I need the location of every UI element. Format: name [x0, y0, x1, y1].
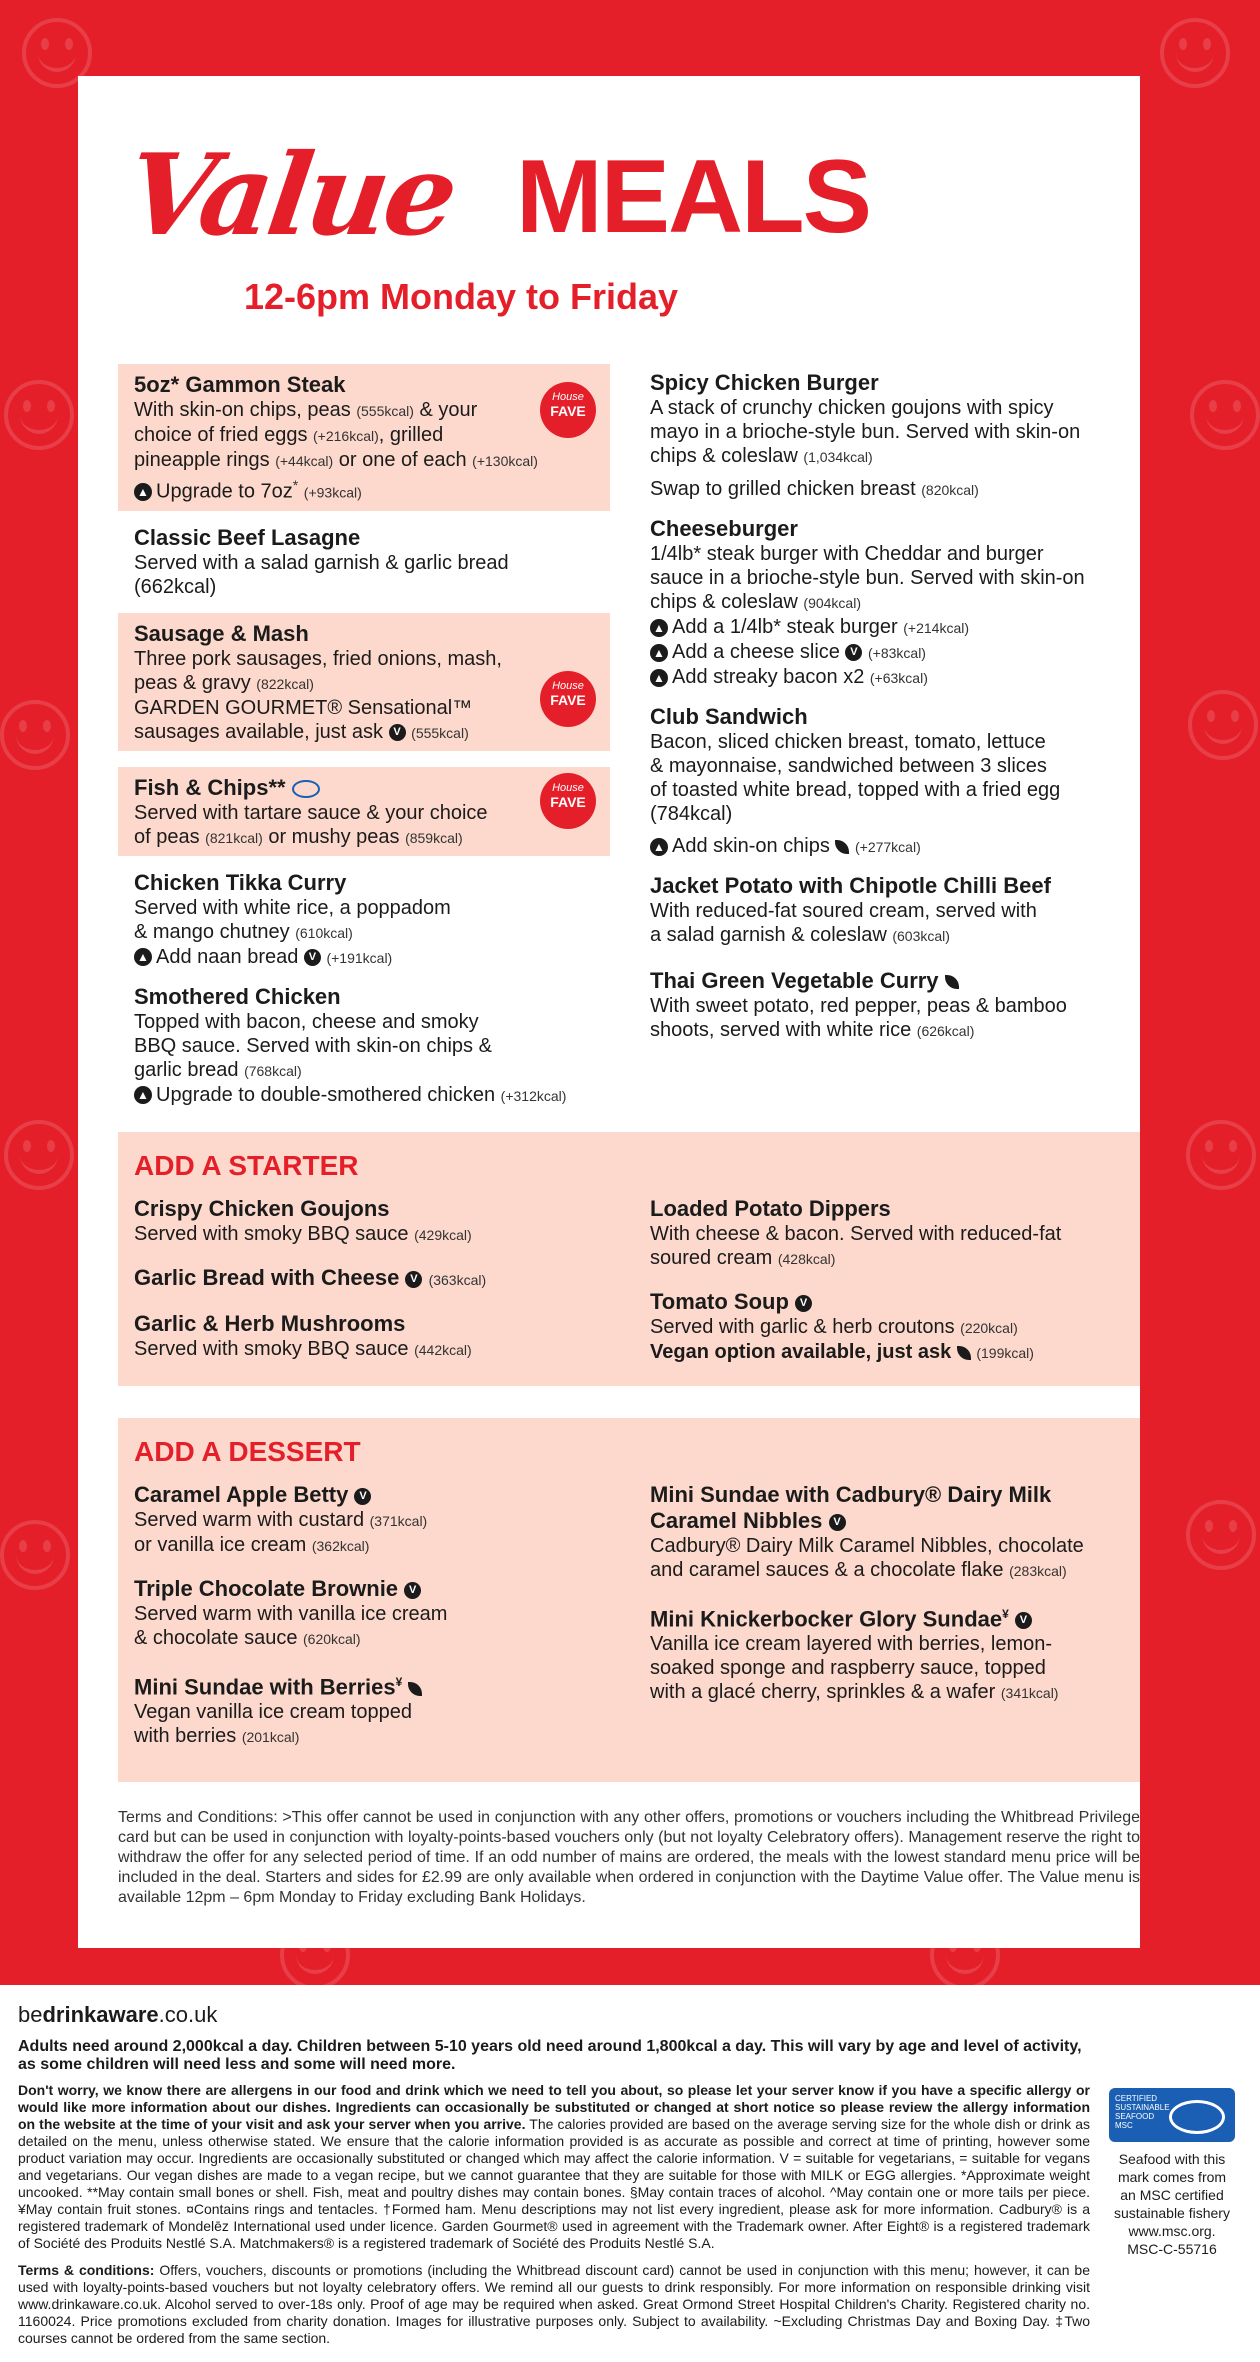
desserts-right-column [650, 1482, 1140, 1719]
item-desc: Served with smoky BBQ sauce (442kcal) [134, 1338, 472, 1360]
vegan-icon [835, 840, 849, 854]
vegan-icon [945, 975, 959, 989]
mains-left-column [134, 364, 610, 1122]
title-script: Value [118, 130, 462, 261]
item-desc: GARDEN GOURMET® Sensational™ [134, 696, 473, 719]
msc-fish-icon [292, 780, 320, 798]
item-desc: Served warm with custard (371kcal) [134, 1509, 428, 1531]
desserts-section [118, 1418, 1140, 1782]
item-desc: With reduced-fat soured cream, served with [650, 900, 1037, 922]
item-name: Club Sandwich [650, 704, 808, 729]
menu-item [134, 525, 610, 599]
item-desc: & mayonnaise, sandwiched between 3 slices [650, 755, 1047, 777]
item-kcal: (784kcal) [650, 803, 733, 825]
menu-item [650, 1482, 1140, 1583]
item-desc: 1/4lb* steak burger with Cheddar and burger [650, 543, 1044, 565]
menu-item [118, 613, 610, 751]
item-desc: Bacon, sliced chicken breast, tomato, lettuce [650, 731, 1046, 753]
smiley-icon [0, 700, 70, 770]
menu-item [134, 1669, 624, 1749]
item-upgrade: ▲ Add a 1/4lb* steak burger (+214kcal) [650, 615, 1150, 640]
vegan-icon [408, 1682, 422, 1696]
smiley-icon [1160, 18, 1230, 88]
item-kcal: (662kcal) [134, 575, 217, 598]
msc-logo: CERTIFIED SUSTAINABLE SEAFOOD MSC [1109, 2088, 1235, 2142]
item-desc: pineapple rings (+44kcal) or one of each (+130kcal) [134, 449, 538, 471]
vegetarian-icon: V [304, 949, 321, 966]
item-desc: Topped with bacon, cheese and smoky [134, 1010, 479, 1033]
smiley-icon [1186, 1120, 1256, 1190]
menu-item [134, 984, 610, 1108]
item-name: Triple Chocolate Brownie V [134, 1576, 624, 1602]
terms-and-conditions: Terms and Conditions: >This offer cannot be used in conjunction with any other offers, promotions or vouchers including the Whitbread Privilege card but can be used in conjunction with loyalty-points-based vouchers only (but not loyalty Celebratory offers). Management reserve the right to withdraw the offer for any selected period of time. If an odd number of mains are ordered, the meals with the lowest standard menu price will be included in the deal. Starters and sides for £2.99 are only available when ordered in conjunction with the Daytime Value offer. The Value menu is available 12pm – 6pm Monday to Friday excluding Bank Holidays. [118, 1809, 1140, 1906]
vegetarian-icon: V [795, 1295, 812, 1312]
smiley-icon [1186, 1500, 1256, 1570]
item-desc: & chocolate sauce (620kcal) [134, 1627, 361, 1649]
footer [18, 2002, 1090, 2347]
item-desc: BBQ sauce. Served with skin-on chips & [134, 1034, 492, 1057]
upgrade-icon: ▲ [650, 838, 668, 856]
item-desc: Served with white rice, a poppadom [134, 896, 451, 919]
house-fave-badge: House FAVE [540, 382, 596, 438]
item-name: Garlic Bread with Cheese V (363kcal) [134, 1265, 487, 1290]
item-upgrade: ▲ Add a cheese slice V (+83kcal) [650, 640, 1150, 665]
item-desc: A stack of crunchy chicken goujons with spicy [650, 397, 1054, 419]
item-desc: Vegan vanilla ice cream topped [134, 1701, 412, 1724]
item-swap: Swap to grilled chicken breast (820kcal) [650, 478, 979, 500]
item-desc: a salad garnish & coleslaw (603kcal) [650, 924, 950, 946]
item-name: Mini Sundae with Berries¥ [134, 1669, 624, 1700]
upgrade-icon: ▲ [650, 619, 668, 637]
vegetarian-icon: V [389, 724, 406, 741]
item-desc: Cadbury® Dairy Milk Caramel Nibbles, chocolate [650, 1535, 1084, 1557]
smiley-icon [0, 1520, 70, 1590]
item-name: Crispy Chicken Goujons [134, 1196, 390, 1221]
item-desc: peas & gravy (822kcal) [134, 671, 314, 694]
menu-item [650, 1601, 1140, 1705]
item-desc: mayo in a brioche-style bun. Served with skin-on [650, 421, 1081, 443]
menu-item [650, 968, 1150, 1043]
item-desc: with berries (201kcal) [134, 1725, 300, 1748]
item-upgrade: ▲ Add skin-on chips (+277kcal) [650, 834, 1150, 859]
item-desc: shoots, served with white rice (626kcal) [650, 1019, 975, 1041]
upgrade-icon: ▲ [134, 948, 152, 966]
item-desc: choice of fried eggs (+216kcal), grilled [134, 424, 444, 446]
menu-item [118, 364, 610, 511]
item-name: Loaded Potato Dippers [650, 1196, 891, 1221]
msc-certification [1106, 2088, 1238, 2258]
item-desc: Served warm with vanilla ice cream [134, 1603, 448, 1625]
mains-right-column [650, 370, 1150, 1057]
item-name: Garlic & Herb Mushrooms [134, 1311, 406, 1336]
smiley-icon [1190, 380, 1260, 450]
house-fave-badge: House FAVE [540, 671, 596, 727]
item-desc: With sweet potato, red pepper, peas & bamboo [650, 995, 1067, 1017]
menu-item [134, 1576, 624, 1651]
vegetarian-icon: V [405, 1271, 422, 1288]
vegetarian-icon: V [1015, 1612, 1032, 1629]
upgrade-icon: ▲ [650, 669, 668, 687]
item-name: Caramel Apple Betty V [134, 1482, 624, 1508]
item-desc: of peas (821kcal) or mushy peas (859kcal) [134, 825, 463, 848]
item-desc: and caramel sauces & a chocolate flake (283kcal) [650, 1559, 1067, 1581]
menu-item [650, 1196, 1140, 1271]
vegetarian-icon: V [404, 1582, 421, 1599]
item-name: 5oz* Gammon Steak [134, 372, 346, 397]
menu-item [134, 1482, 624, 1558]
item-name: Thai Green Vegetable Curry [650, 968, 1150, 994]
calorie-guidance: Adults need around 2,000kcal a day. Children between 5-10 years old need around 1,800kcal a day. This will vary by age and level of activity, as some children will need less and some will need more. [18, 2038, 1082, 2073]
upgrade-icon: ▲ [650, 644, 668, 662]
vegetarian-icon: V [845, 644, 862, 661]
menu-item [134, 1265, 624, 1293]
item-name: Tomato Soup V [650, 1289, 1140, 1315]
vegan-icon [957, 1346, 971, 1360]
footer-terms: Terms & conditions: Offers, vouchers, discounts or promotions (including the Whitbread discount card) cannot be used in conjunction with this menu; however, it can be used with loyalty-points-based vouchers but not loyalty celebratory offers. We remind all our guests to drink responsibly. For more information on responsible drinking visit www.drinkaware.co.uk. Alcohol served to over-18s only. Proof of age may be required when asked. Great Ormond Street Hospital Children's Charity. Registered charity no. 1160024. Price promotions excluded from charity donation. Images for illustrative purposes only. Subject to availability. ~Excluding Christmas Day and Boxing Day. ‡Two courses cannot be ordered from the same section. [18, 2262, 1090, 2346]
item-name: Spicy Chicken Burger [650, 370, 879, 395]
item-desc: chips & coleslaw (1,034kcal) [650, 445, 873, 467]
item-name: Jacket Potato with Chipotle Chilli Beef [650, 873, 1051, 898]
item-desc: soured cream (428kcal) [650, 1247, 836, 1269]
item-desc: Three pork sausages, fried onions, mash, [134, 647, 502, 670]
desserts-left-column [134, 1482, 624, 1763]
vegetarian-icon: V [354, 1488, 371, 1505]
item-name: Classic Beef Lasagne [134, 524, 361, 550]
item-desc: garlic bread (768kcal) [134, 1058, 302, 1081]
item-desc: Vanilla ice cream layered with berries, lemon- [650, 1633, 1053, 1656]
item-desc: Served with smoky BBQ sauce (429kcal) [134, 1223, 472, 1245]
upgrade-icon: ▲ [134, 1086, 152, 1104]
item-desc: sauce in a brioche-style bun. Served with skin-on [650, 567, 1085, 589]
item-name: Caramel Nibbles V [650, 1508, 1140, 1534]
drinkaware-logo[interactable]: bedrinkaware.co.uk [18, 2002, 218, 2027]
menu-item [650, 704, 1150, 859]
item-desc: of toasted white bread, topped with a fried egg [650, 779, 1061, 801]
item-desc: soaked sponge and raspberry sauce, topped [650, 1657, 1046, 1680]
item-desc: with a glacé cherry, sprinkles & a wafer (341kcal) [650, 1681, 1059, 1704]
item-upgrade: ▲ Upgrade to 7oz* (+93kcal) [134, 473, 540, 505]
menu-item [650, 1289, 1140, 1365]
item-desc: & mango chutney (610kcal) [134, 920, 353, 943]
section-title: ADD A STARTER [134, 1150, 359, 1181]
menu-item [118, 767, 610, 856]
item-name: Mini Sundae with Cadbury® Dairy Milk [650, 1482, 1052, 1507]
menu-item [650, 516, 1150, 690]
menu-item [134, 1196, 624, 1247]
item-name: Cheeseburger [650, 516, 798, 541]
item-desc: Served with a salad garnish & garlic bread [134, 551, 509, 574]
item-upgrade: ▲ Add naan bread V (+191kcal) [134, 945, 610, 970]
menu-item [650, 873, 1150, 948]
item-name: Chicken Tikka Curry [134, 869, 347, 895]
msc-text: Seafood with this mark comes from an MSC certified sustainable fishery www.msc.org. MSC-C-55716 [1114, 2151, 1230, 2257]
item-desc: Served with tartare sauce & your choice [134, 801, 488, 824]
starters-left-column [134, 1196, 624, 1376]
item-desc: With skin-on chips, peas (555kcal) & your [134, 399, 478, 421]
smiley-icon [4, 380, 74, 450]
allergen-info: Don't worry, we know there are allergens in our food and drink which we need to tell you about, so please let your server know if you have a specific allergy or would like more information about our dishes. Ingredients can occasionally be substituted or changed at short notice so please review the allergy information on the website at the time of your visit and ask your server when you arrive. The calories provided are based on the average serving size for the whole dish or drink as detailed on the menu, unless otherwise stated. We ensure that the calorie information provided is as accurate as possible and correct at time of printing, however some product variation may occur. Ingredients are occasionally substituted or changed which may affect the calorie information. V = suitable for vegetarians, = suitable for vegans and vegetarians. Our vegan dishes are made to a vegan recipe, but we cannot guarantee that they are suitable for those with MILK or EGG allergies. *Approximate weight uncooked. **May contain small bones or shell. Fish, meat and poultry dishes may contain bones. §May contain traces of alcohol. ^May contain one or more tails per piece. ¥May contain fruit stones. ¤Contains rings and tentacles. †Formed ham. Menu descriptions may not list every ingredient, please ask for more information. Cadbury® is a registered trademark of Mondelēz International used under licence. Garden Gourmet® used in agreement with the Trademark owner. After Eight® is a registered trademark of Société des Produits Nestlé S.A. Matchmakers® is a registered trademark of Société des Produits Nestlé S.A. [18, 2082, 1090, 2251]
menu-subtitle: 12-6pm Monday to Friday [244, 276, 679, 317]
item-name: Sausage & Mash [134, 620, 309, 646]
item-desc: or vanilla ice cream (362kcal) [134, 1534, 370, 1556]
house-fave-badge: House FAVE [540, 773, 596, 829]
title-caps: MEALS [516, 139, 870, 255]
item-name: Mini Knickerbocker Glory Sundae¥ V [650, 1601, 1140, 1632]
item-name: Fish & Chips** [134, 775, 598, 801]
smiley-icon [4, 1120, 74, 1190]
menu-title [118, 130, 888, 280]
item-name: Smothered Chicken [134, 983, 341, 1009]
item-desc: chips & coleslaw (904kcal) [650, 591, 861, 613]
item-upgrade: ▲ Add streaky bacon x2 (+63kcal) [650, 665, 1150, 690]
item-upgrade: ▲ Upgrade to double-smothered chicken (+312kcal) [134, 1083, 610, 1108]
smiley-icon [1188, 690, 1258, 760]
upgrade-icon: ▲ [134, 483, 152, 501]
item-desc: With cheese & bacon. Served with reduced-fat [650, 1223, 1062, 1245]
menu-item [134, 1311, 624, 1362]
starters-section [118, 1132, 1140, 1386]
item-desc: Served with garlic & herb croutons (220kcal) [650, 1316, 1018, 1338]
starters-right-column [650, 1196, 1140, 1379]
menu-item [134, 870, 610, 970]
vegetarian-icon: V [829, 1514, 846, 1531]
item-vegan-option: Vegan option available, just ask (199kcal) [650, 1341, 1034, 1363]
section-title: ADD A DESSERT [134, 1436, 361, 1467]
menu-item [650, 370, 1150, 502]
msc-fish-icon [1169, 2100, 1225, 2134]
item-desc: sausages available, just ask V (555kcal) [134, 720, 469, 743]
